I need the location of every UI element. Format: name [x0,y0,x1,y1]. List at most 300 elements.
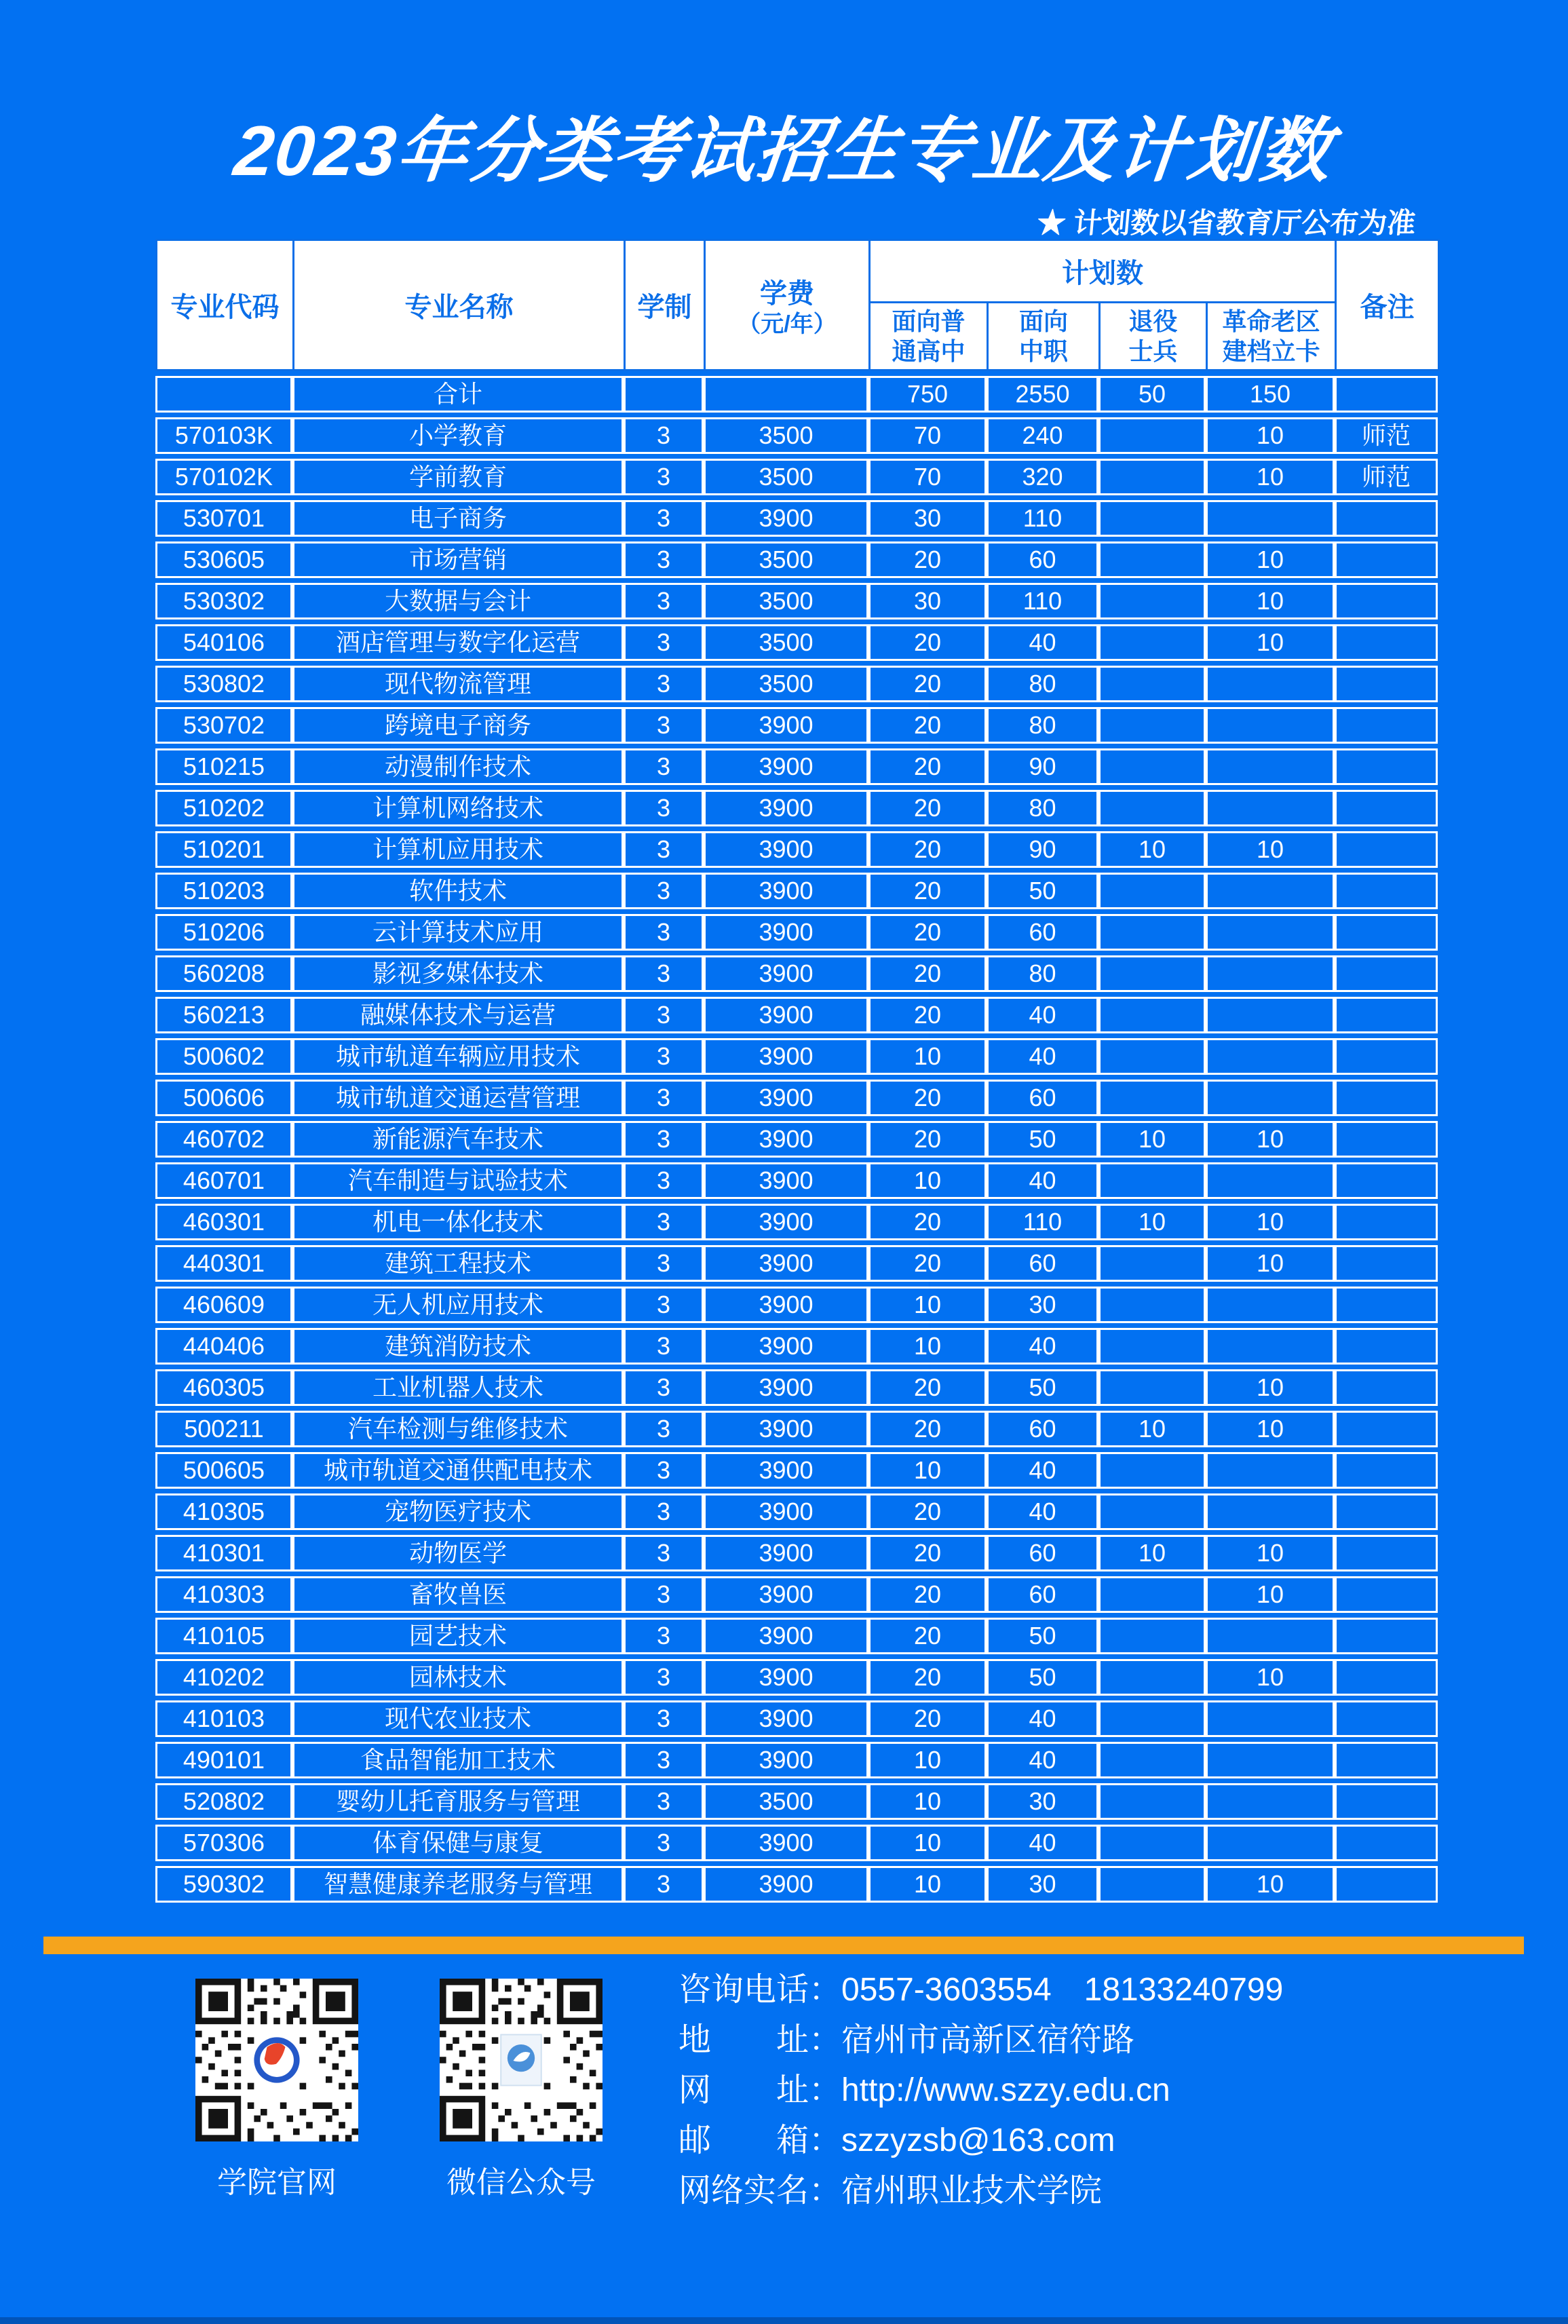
cell-g1: 10 [868,1783,987,1820]
cell-fee: 3900 [704,997,868,1033]
cell-code: 410303 [155,1576,292,1613]
table-row [155,1080,1438,1116]
cell-code: 410305 [155,1493,292,1530]
cell-name: 建筑工程技术 [292,1245,624,1282]
cell-g1: 20 [868,790,987,826]
cell-remark [1335,1700,1438,1737]
cell-fee: 3900 [704,1369,868,1406]
cell-g3 [1098,1825,1206,1861]
contact-website-value: http://www.szzy.edu.cn [841,2072,1170,2108]
cell-remark [1335,541,1438,578]
cell-code: 560213 [155,997,292,1033]
cell-name: 融媒体技术与运营 [292,997,624,1033]
cell-g4 [1206,666,1335,702]
cell-g4: 10 [1206,1576,1335,1613]
cell-g2: 110 [987,1204,1098,1240]
cell-g3 [1098,1452,1206,1489]
cell-g1: 20 [868,541,987,578]
total-row [155,376,1438,413]
cell-g2: 110 [987,500,1098,537]
cell-name: 机电一体化技术 [292,1204,624,1240]
cell-g3: 10 [1098,1121,1206,1158]
cell-g3 [1098,1245,1206,1282]
table-row [155,1411,1438,1447]
cell-code: 460305 [155,1369,292,1406]
cell-g1: 20 [868,707,987,744]
cell-remark [1335,707,1438,744]
cell-fee: 3900 [704,1576,868,1613]
cell-g1: 750 [868,376,987,413]
cell-g4 [1206,1162,1335,1199]
cell-remark [1335,1245,1438,1282]
cell-g1: 30 [868,583,987,620]
cell-g3 [1098,1369,1206,1406]
table-row [155,1576,1438,1613]
table-row [155,1700,1438,1737]
cell-name: 无人机应用技术 [292,1287,624,1323]
table-row [155,459,1438,495]
cell-g3 [1098,1576,1206,1613]
contact-email-label: 邮 箱： [678,2122,842,2158]
cell-years [624,376,704,413]
cell-g1: 20 [868,1618,987,1654]
cell-code: 500605 [155,1452,292,1489]
cell-fee: 3900 [704,1121,868,1158]
cell-name: 云计算技术应用 [292,914,624,951]
cell-g2: 50 [987,1121,1098,1158]
cell-name: 汽车制造与试验技术 [292,1162,624,1199]
cell-years: 3 [624,541,704,578]
cell-g4: 10 [1206,1659,1335,1696]
cell-years: 3 [624,997,704,1033]
col-header-major-name: 专业名称 [294,240,625,370]
cell-g2: 60 [987,1576,1098,1613]
cell-name: 城市轨道车辆应用技术 [292,1038,624,1075]
cell-g3: 10 [1098,1535,1206,1571]
table-row [155,1204,1438,1240]
cell-name: 畜牧兽医 [292,1576,624,1613]
cell-g4 [1206,1825,1335,1861]
cell-g2: 40 [987,624,1098,661]
cell-name: 汽车检测与维修技术 [292,1411,624,1447]
table-row [155,914,1438,951]
cell-g3 [1098,914,1206,951]
cell-remark: 师范 [1335,417,1438,454]
cell-remark [1335,1576,1438,1613]
col-header-vocational-l2: 中职 [1018,337,1068,365]
cell-g3 [1098,1162,1206,1199]
cell-code: 460301 [155,1204,292,1240]
cell-code: 570103K [155,417,292,454]
cell-fee: 3900 [704,790,868,826]
cell-g1: 20 [868,666,987,702]
cell-remark [1335,1411,1438,1447]
cell-g2: 40 [987,1493,1098,1530]
cell-name: 婴幼儿托育服务与管理 [292,1783,624,1820]
cell-years: 3 [624,873,704,909]
cell-remark [1335,1204,1438,1240]
cell-remark [1335,1825,1438,1861]
cell-remark [1335,748,1438,785]
cell-g1: 70 [868,459,987,495]
cell-g3 [1098,1783,1206,1820]
cell-years: 3 [624,1576,704,1613]
qr-label-wechat: 微信公众号 [446,2166,596,2199]
cell-name: 工业机器人技术 [292,1369,624,1406]
cell-remark [1335,997,1438,1033]
plan-table-header [155,239,1440,371]
cell-remark [1335,914,1438,951]
cell-g4 [1206,1618,1335,1654]
cell-years: 3 [624,831,704,868]
cell-name: 动漫制作技术 [292,748,624,785]
table-row [155,417,1438,454]
cell-g2: 60 [987,1245,1098,1282]
cell-code: 500602 [155,1038,292,1075]
cell-g4 [1206,1700,1335,1737]
cell-fee: 3900 [704,1618,868,1654]
table-row [155,541,1438,578]
cell-name: 智慧健康养老服务与管理 [292,1866,624,1903]
cell-g2: 40 [987,1825,1098,1861]
cell-g4 [1206,955,1335,992]
cell-g4 [1206,1080,1335,1116]
cell-g2: 40 [987,1038,1098,1075]
cell-years: 3 [624,1162,704,1199]
cell-g3 [1098,1038,1206,1075]
cell-remark [1335,1328,1438,1365]
cell-code: 410105 [155,1618,292,1654]
cell-g2: 60 [987,1080,1098,1116]
cell-g2: 240 [987,417,1098,454]
contact-netname-label: 网络实名： [678,2173,842,2209]
cell-years: 3 [624,1121,704,1158]
cell-name: 宠物医疗技术 [292,1493,624,1530]
cell-name: 跨境电子商务 [292,707,624,744]
cell-remark [1335,1742,1438,1778]
cell-code: 490101 [155,1742,292,1778]
cell-g4: 10 [1206,417,1335,454]
cell-code: 410202 [155,1659,292,1696]
cell-name: 小学教育 [292,417,624,454]
cell-remark [1335,1535,1438,1571]
cell-remark [1335,1121,1438,1158]
cell-name: 新能源汽车技术 [292,1121,624,1158]
cell-g4 [1206,1038,1335,1075]
table-row [155,1618,1438,1654]
table-row [155,1535,1438,1571]
cell-remark [1335,1659,1438,1696]
table-row [155,583,1438,620]
cell-g2: 60 [987,1535,1098,1571]
cell-fee: 3900 [704,1245,868,1282]
col-header-tuition [705,240,870,370]
cell-remark [1335,376,1438,413]
tuition-label-line1: 学费 [760,278,814,309]
cell-remark [1335,1287,1438,1323]
cell-fee: 3900 [704,1866,868,1903]
cell-years: 3 [624,1328,704,1365]
table-row [155,997,1438,1033]
cell-remark: 师范 [1335,459,1438,495]
col-header-vocational [988,303,1100,370]
cell-remark [1335,955,1438,992]
cell-name: 园艺技术 [292,1618,624,1654]
cell-g4 [1206,790,1335,826]
cell-name: 现代农业技术 [292,1700,624,1737]
cell-code: 540106 [155,624,292,661]
table-row [155,1162,1438,1199]
cell-years: 3 [624,1783,704,1820]
contact-info [678,1965,1283,2216]
cell-g4 [1206,707,1335,744]
cell-remark [1335,873,1438,909]
cell-code: 460609 [155,1287,292,1323]
cell-g3 [1098,873,1206,909]
cell-g4 [1206,1328,1335,1365]
cell-g2: 50 [987,1369,1098,1406]
cell-g1: 10 [868,1452,987,1489]
cell-code: 510215 [155,748,292,785]
cell-years: 3 [624,1452,704,1489]
cell-g3 [1098,541,1206,578]
cell-years: 3 [624,459,704,495]
cell-g1: 10 [868,1866,987,1903]
cell-fee: 3900 [704,1742,868,1778]
table-row [155,748,1438,785]
cell-g3 [1098,955,1206,992]
cell-g4: 10 [1206,1369,1335,1406]
cell-years: 3 [624,1411,704,1447]
cell-name: 影视多媒体技术 [292,955,624,992]
cell-g2: 80 [987,707,1098,744]
cell-name: 城市轨道交通运营管理 [292,1080,624,1116]
cell-code: 510206 [155,914,292,951]
cell-g4: 10 [1206,1245,1335,1282]
cell-remark [1335,1618,1438,1654]
cell-g4: 10 [1206,831,1335,868]
cell-g2: 90 [987,748,1098,785]
cell-fee: 3900 [704,1535,868,1571]
cell-fee: 3900 [704,1452,868,1489]
cell-code [155,376,292,413]
cell-code: 530802 [155,666,292,702]
plan-table-body-table [155,371,1438,1907]
cell-g3 [1098,1618,1206,1654]
cell-g1: 20 [868,1411,987,1447]
qr-code-wechat [440,1979,603,2141]
cell-g1: 10 [868,1162,987,1199]
cell-fee: 3500 [704,1783,868,1820]
cell-fee: 3900 [704,914,868,951]
cell-fee: 3900 [704,1411,868,1447]
cell-g4: 10 [1206,1866,1335,1903]
cell-g3 [1098,459,1206,495]
cell-g4 [1206,873,1335,909]
cell-g4 [1206,997,1335,1033]
cell-g4: 10 [1206,624,1335,661]
contact-phone-value: 0557-3603554 18133240799 [841,1972,1284,2008]
cell-g3 [1098,1659,1206,1696]
contact-website [678,2065,1283,2116]
contact-email [678,2116,1283,2166]
cell-fee: 3500 [704,624,868,661]
cell-fee: 3900 [704,1162,868,1199]
cell-g2: 30 [987,1866,1098,1903]
table-row [155,1038,1438,1075]
table-row [155,955,1438,992]
cell-g2: 60 [987,541,1098,578]
bottom-strip [0,2317,1568,2324]
contact-phone-label: 咨询电话： [678,1972,842,2008]
cell-g3 [1098,1080,1206,1116]
cell-years: 3 [624,1245,704,1282]
cell-fee: 3900 [704,1493,868,1530]
cell-name: 学前教育 [292,459,624,495]
cell-g3 [1098,624,1206,661]
contact-address [678,2015,1283,2065]
cell-fee: 3900 [704,1038,868,1075]
cell-years: 3 [624,1535,704,1571]
cell-fee: 3900 [704,1659,868,1696]
cell-fee: 3500 [704,541,868,578]
cell-remark [1335,790,1438,826]
cell-fee: 3900 [704,1825,868,1861]
cell-g3 [1098,583,1206,620]
table-row [155,1866,1438,1903]
cell-fee: 3500 [704,583,868,620]
cell-years: 3 [624,1825,704,1861]
col-header-old-area [1207,303,1336,370]
cell-g4 [1206,500,1335,537]
tuition-label-line2: （元/年） [738,311,837,337]
cell-g2: 40 [987,1452,1098,1489]
table-row [155,873,1438,909]
cell-remark [1335,1080,1438,1116]
cell-g1: 20 [868,1369,987,1406]
cell-fee: 3900 [704,1700,868,1737]
cell-g4 [1206,1783,1335,1820]
cell-g1: 20 [868,624,987,661]
cell-years: 3 [624,624,704,661]
cell-code: 500606 [155,1080,292,1116]
table-row [155,1287,1438,1323]
col-header-regular-hs-l2: 通高中 [892,337,965,365]
cell-g3 [1098,790,1206,826]
cell-fee: 3500 [704,459,868,495]
cell-g2: 50 [987,1618,1098,1654]
cell-name: 食品智能加工技术 [292,1742,624,1778]
cell-remark [1335,624,1438,661]
cell-g2: 30 [987,1287,1098,1323]
contact-netname [678,2166,1283,2216]
cell-code: 530702 [155,707,292,744]
cell-remark [1335,1038,1438,1075]
cell-name: 动物医学 [292,1535,624,1571]
page-title: 2023年分类考试招生专业及计划数 [230,112,1337,191]
cell-years: 3 [624,1287,704,1323]
cell-fee: 3900 [704,707,868,744]
cell-name: 合计 [292,376,624,413]
cell-fee: 3900 [704,1287,868,1323]
cell-name: 体育保健与康复 [292,1825,624,1861]
cell-g4: 10 [1206,459,1335,495]
col-header-veterans-l2: 士兵 [1128,337,1178,365]
cell-g2: 2550 [987,376,1098,413]
col-header-old-area-l2: 建档立卡 [1222,337,1320,365]
cell-years: 3 [624,1493,704,1530]
cell-g4: 10 [1206,1535,1335,1571]
table-row [155,1452,1438,1489]
cell-code: 500211 [155,1411,292,1447]
cell-name: 市场营销 [292,541,624,578]
cell-g3 [1098,1287,1206,1323]
cell-g3 [1098,500,1206,537]
table-row [155,1121,1438,1158]
table-row [155,624,1438,661]
cell-g4 [1206,748,1335,785]
cell-g2: 50 [987,1659,1098,1696]
table-row [155,500,1438,537]
cell-code: 410301 [155,1535,292,1571]
cell-g3 [1098,1866,1206,1903]
cell-g4: 10 [1206,541,1335,578]
cell-g2: 80 [987,666,1098,702]
cell-g3 [1098,417,1206,454]
cell-years: 3 [624,1866,704,1903]
cell-g1: 20 [868,1493,987,1530]
cell-remark [1335,1162,1438,1199]
cell-g2: 320 [987,459,1098,495]
col-header-regular-hs-l1: 面向普 [892,307,965,336]
cell-g1: 20 [868,1204,987,1240]
col-header-remark: 备注 [1336,240,1439,370]
cell-g1: 70 [868,417,987,454]
cell-code: 590302 [155,1866,292,1903]
cell-g3: 10 [1098,1204,1206,1240]
cell-name: 电子商务 [292,500,624,537]
contact-phone [678,1965,1283,2015]
cell-code: 510203 [155,873,292,909]
cell-code: 520802 [155,1783,292,1820]
table-row [155,1493,1438,1530]
cell-code: 530605 [155,541,292,578]
cell-years: 3 [624,1659,704,1696]
cell-g2: 40 [987,1742,1098,1778]
cell-g1: 10 [868,1038,987,1075]
table-row [155,831,1438,868]
cell-years: 3 [624,1742,704,1778]
cell-g1: 20 [868,1080,987,1116]
cell-fee: 3500 [704,666,868,702]
contact-email-value: szzyzsb@163.com [841,2122,1115,2158]
cell-code: 440301 [155,1245,292,1282]
cell-g2: 80 [987,955,1098,992]
table-row [155,1659,1438,1696]
cell-remark [1335,666,1438,702]
cell-years: 3 [624,1080,704,1116]
cell-name: 城市轨道交通供配电技术 [292,1452,624,1489]
enrollment-plan-table [155,239,1438,1907]
cell-fee: 3900 [704,955,868,992]
cell-years: 3 [624,955,704,992]
cell-g2: 90 [987,831,1098,868]
col-header-vocational-l1: 面向 [1018,307,1068,336]
cell-code: 410103 [155,1700,292,1737]
cell-name: 建筑消防技术 [292,1328,624,1365]
cell-g1: 10 [868,1742,987,1778]
cell-g4 [1206,1493,1335,1530]
